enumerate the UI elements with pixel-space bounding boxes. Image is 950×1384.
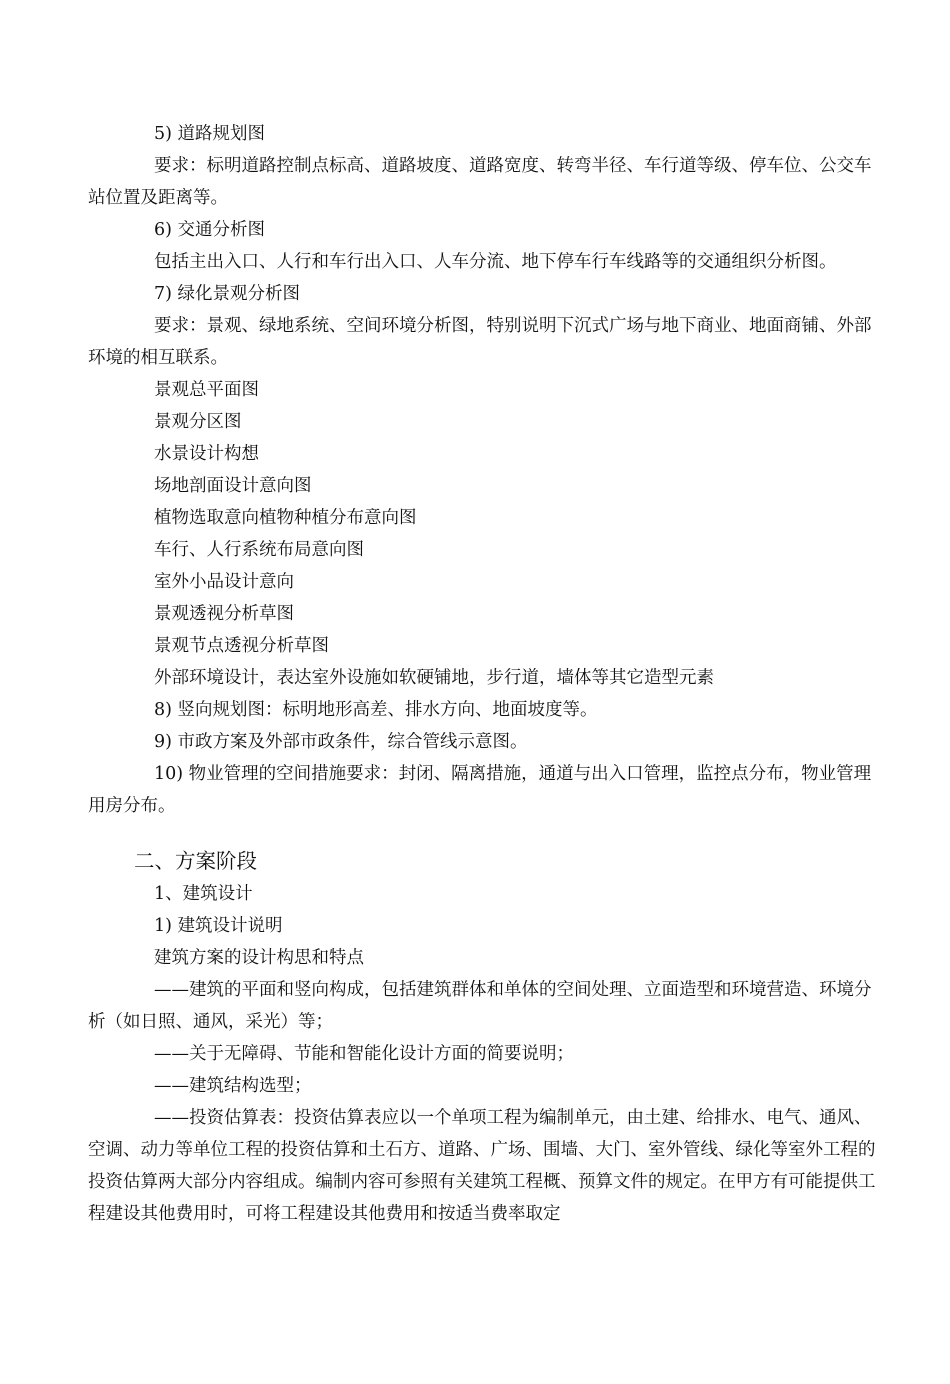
dash-item-investment-estimate: ——投资估算表：投资估算表应以一个单项工程为编制单元，由土建、给排水、电气、通风、空调、动力等单位工程的投资估算和土石方、道路、广场、围墙、大门、室外管线、绿化等室外工程的投资估算两大部分内容组成。编制内容可参照有关建筑工程概、预算文件的规定。在甲方有可能提供工程建设其他费用时，可将工程建设其他费用和按适当费率取定	[88, 1108, 876, 1224]
item-5-road-plan: 5) 道路规划图	[154, 124, 266, 144]
road-plan-requirements: 要求：标明道路控制点标高、道路坡度、道路宽度、转弯半径、车行道等级、停车位、公交车站位置及距离等。	[88, 156, 872, 208]
landscape-requirements: 要求：景观、绿地系统、空间环境分析图，特别说明下沉式广场与地下商业、地面商铺、外部环境的相互联系。	[88, 316, 872, 368]
dash-item-structure: ——建筑结构选型；	[154, 1076, 312, 1096]
item-10-property-management: 10) 物业管理的空间措施要求：封闭、隔离措施，通道与出入口管理，监控点分布，物业管理用房分布。	[88, 764, 872, 816]
landscape-list-item: 景观分区图	[154, 412, 242, 432]
landscape-list-item: 景观节点透视分析草图	[154, 636, 329, 656]
subsection-architecture-design: 1、建筑设计	[154, 884, 253, 904]
landscape-list-item: 场地剖面设计意向图	[154, 476, 312, 496]
landscape-list-item: 室外小品设计意向	[154, 572, 294, 592]
landscape-list-item: 水景设计构想	[154, 444, 259, 464]
item-9-municipal-plan: 9) 市政方案及外部市政条件，综合管线示意图。	[154, 732, 528, 752]
item-7-landscape-analysis: 7) 绿化景观分析图	[154, 284, 301, 304]
section-heading: 二、方案阶段	[134, 849, 257, 873]
document-body	[88, 118, 878, 1230]
dash-item-composition: ——建筑的平面和竖向构成，包括建筑群体和单体的空间处理、立面造型和环境营造、环境分析（如日照、通风，采光）等；	[88, 980, 872, 1032]
traffic-analysis-description: 包括主出入口、人行和车行出入口、人车分流、地下停车行车线路等的交通组织分析图。	[154, 252, 837, 272]
landscape-list-item: 车行、人行系统布局意向图	[154, 540, 364, 560]
dash-item-accessibility: ——关于无障碍、节能和智能化设计方面的简要说明；	[154, 1044, 574, 1064]
design-concept: 建筑方案的设计构思和特点	[154, 948, 364, 968]
landscape-list-item: 景观总平面图	[154, 380, 259, 400]
landscape-list-item: 景观透视分析草图	[154, 604, 294, 624]
item-8-vertical-plan: 8) 竖向规划图：标明地形高差、排水方向、地面坡度等。	[154, 700, 598, 720]
item-1-design-description: 1) 建筑设计说明	[154, 916, 283, 936]
item-6-traffic-analysis: 6) 交通分析图	[154, 220, 266, 240]
landscape-list-item: 植物选取意向植物种植分布意向图	[154, 508, 417, 528]
external-environment-design: 外部环境设计，表达室外设施如软硬铺地，步行道，墙体等其它造型元素	[154, 668, 714, 688]
